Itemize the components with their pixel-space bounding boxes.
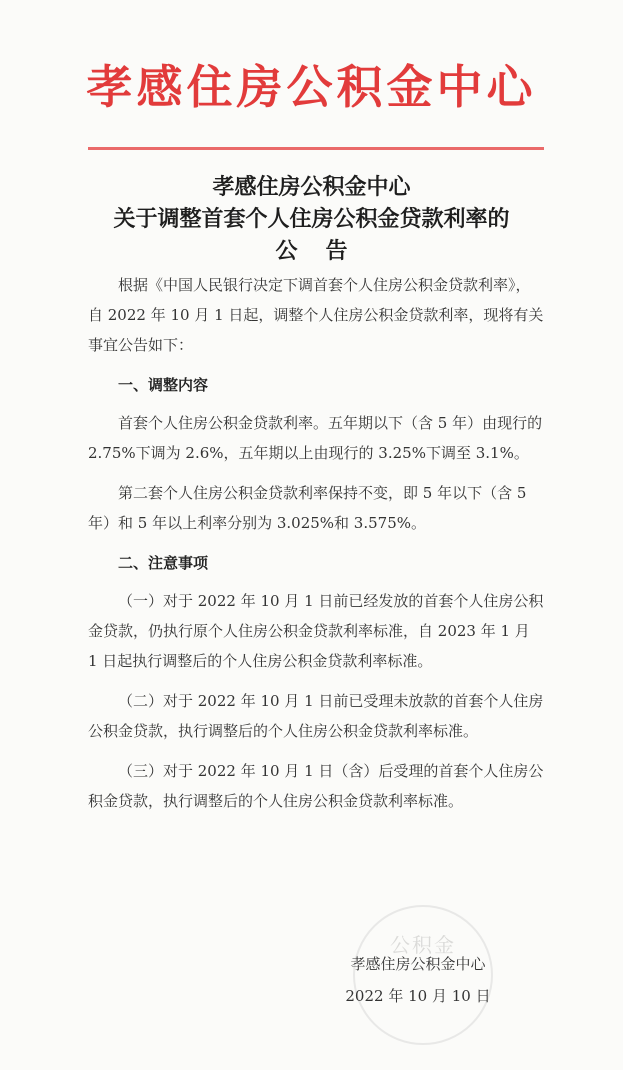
intro-paragraph: 根据《中国人民银行决定下调首套个人住房公积金贷款利率》，自 2022 年 10 月 1 日起，调整个人住房公积金贷款利率，现将有关事宜公告如下：: [88, 276, 544, 354]
official-seal: [353, 905, 493, 1045]
section-2-item-2: （二）对于 2022 年 10 月 1 日前已受理未放款的首套个人住房公积金贷款，执行调整后的个人住房公积金贷款利率标准。: [88, 692, 544, 740]
seal-text: 公积金: [390, 933, 456, 957]
section-1-heading: 一、调整内容: [118, 376, 209, 394]
red-divider-line: [88, 147, 544, 150]
section-1-paragraph-2: 第二套个人住房公积金贷款利率保持不变，即 5 年以下（含 5 年）和 5 年以上利率分别为 3.025%和 3.575%。: [88, 484, 527, 532]
title-line-1: 孝感住房公积金中心: [212, 175, 411, 200]
notice-title: [0, 172, 623, 268]
signature-date: 2022 年 10 月 10 日: [345, 987, 491, 1005]
title-line-3: 公告: [275, 239, 376, 264]
signature-organization: 孝感住房公积金中心: [350, 955, 486, 973]
section-1-paragraph-1: 首套个人住房公积金贷款利率。五年期以下（含 5 年）由现行的 2.75%下调为 2.6%，五年期以上由现行的 3.25%下调至 3.1%。: [88, 414, 543, 462]
notice-body: [88, 270, 544, 826]
masthead-title: 孝感住房公积金中心: [86, 60, 537, 114]
section-2-item-3: （三）对于 2022 年 10 月 1 日（含）后受理的首套个人住房公积金贷款，执行调整后的个人住房公积金贷款利率标准。: [88, 762, 544, 810]
title-line-2: 关于调整首套个人住房公积金贷款利率的: [113, 207, 510, 232]
section-2-item-1: （一）对于 2022 年 10 月 1 日前已经发放的首套个人住房公积金贷款，仍执行原个人住房公积金贷款利率标准，自 2023 年 1 月 1 日起执行调整后的个人住房公积金贷款利率标准。: [88, 592, 544, 670]
section-2-heading: 二、注意事项: [118, 554, 209, 572]
